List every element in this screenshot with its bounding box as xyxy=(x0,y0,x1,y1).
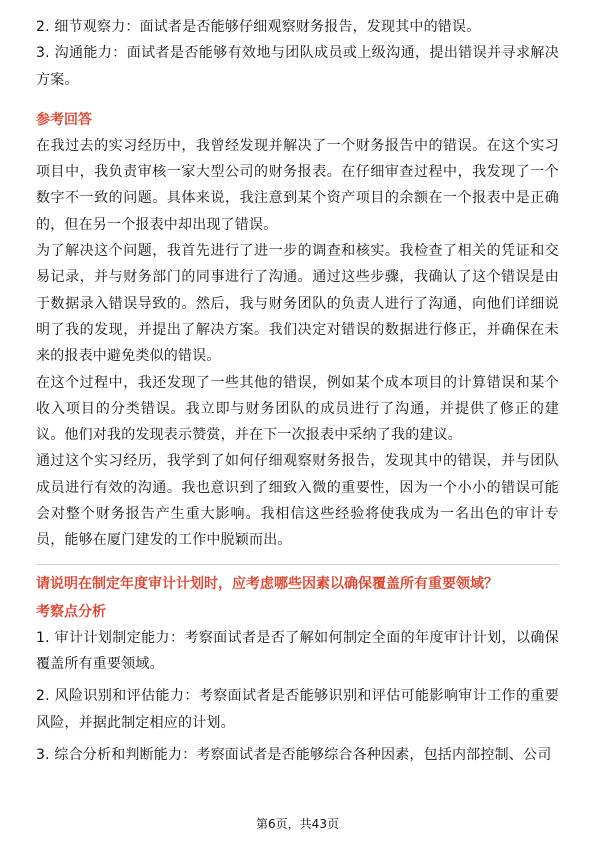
section-heading-analysis: 考察点分析 xyxy=(36,603,106,620)
paragraph: 在这个过程中，我还发现了一些其他的错误，例如某个成本项目的计算错误和某个收入项目的分类错误。我立即与财务团队的成员进行了沟通，并提供了修正的建议。他们对我的发现表示赞赏，并在下一次报表中采纳了我的建议。 xyxy=(36,374,559,444)
question-title: 请说明在制定年度审计计划时，应考虑哪些因素以确保覆盖所有重要领域？ xyxy=(36,575,498,592)
list-item: 2. 细节观察力：面试者是否能够仔细观察财务报告，发现其中的错误。 xyxy=(36,19,481,35)
section-heading-reference-answer: 参考回答 xyxy=(36,111,92,128)
list-item: 2. 风险识别和评估能力：考察面试者是否能够识别和评估可能影响审计工作的重要风险，并据此制定相应的计划。 xyxy=(36,688,559,731)
list-item: 3. 沟通能力：面试者是否能够有效地与团队成员或上级沟通，提出错误并寻求解决方案。 xyxy=(36,45,559,88)
paragraph: 在我过去的实习经历中，我曾经发现并解决了一个财务报告中的错误。在这个实习项目中，我负责审核一家大型公司的财务报表。在仔细审查过程中，我发现了一个数字不一致的问题。具体来说，我注意到某个资产项目的余额在一个报表中是正确的，但在另一个报表中却出现了错误。 xyxy=(36,137,559,233)
paragraph: 为了解决这个问题，我首先进行了进一步的调查和核实。我检查了相关的凭证和交易记录，并与财务部门的同事进行了沟通。通过这些步骤，我确认了这个错误是由于数据录入错误导致的。然后，我与财务团队的负责人进行了沟通，向他们详细说明了我的发现，并提出了解决方案。我们决定对错误的数据进行修正，并确保在未来的报表中避免类似的错误。 xyxy=(36,243,559,365)
document-page xyxy=(36,14,559,768)
section-divider xyxy=(36,564,559,565)
list-item: 3. 综合分析和判断能力：考察面试者是否能够综合各种因素，包括内部控制、公司 xyxy=(36,746,552,763)
page-number-footer: 第6页，共43页 xyxy=(256,817,339,831)
list-item: 1. 审计计划制定能力：考察面试者是否了解如何制定全面的年度审计计划，以确保覆盖所有重要领域。 xyxy=(36,629,559,672)
paragraph: 通过这个实习经历，我学到了如何仔细观察财务报告，发现其中的错误，并与团队成员进行有效的沟通。我也意识到了细致入微的重要性，因为一个小小的错误可能会对整个财务报告产生重大影响。我相信这些经验将使我成为一名出色的审计专员，能够在厦门建发的工作中脱颖而出。 xyxy=(36,453,559,549)
